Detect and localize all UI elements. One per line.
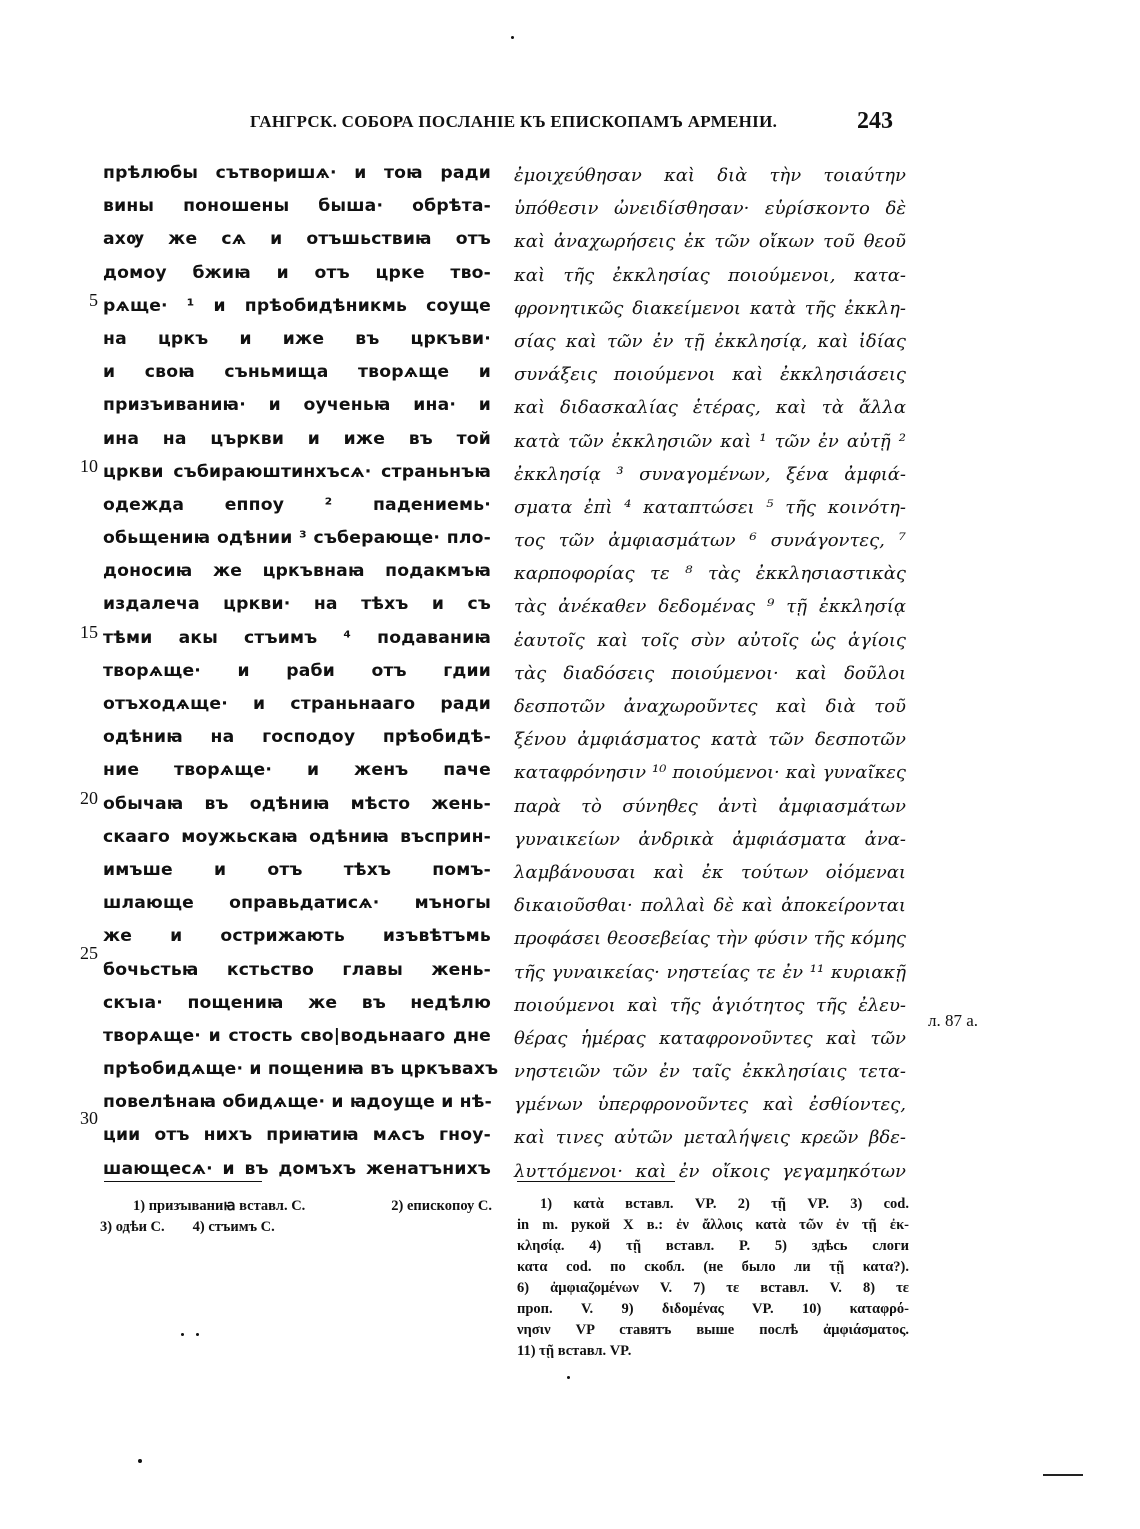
greek-line: φρονητικῶς διακείμενοι κατὰ τῆς ἐκκλη- (514, 297, 906, 319)
greek-line: καὶ ἀναχωρήσεις ἐκ τῶν οἴκων τοῦ θεοῦ (514, 231, 906, 253)
greek-line: προφάσει θεοσεβείας τὴν φύσιν τῆς κόμης (514, 928, 906, 950)
slavonic-line: ции отъ нихъ приꙗтиꙗ мѧсъ гноу- (103, 1125, 491, 1146)
greek-line: ἑαυτοῖς καὶ τοῖς σὺν αὐτοῖς ὡς ἁγίοις (514, 629, 906, 651)
slavonic-line: повелѣнаꙗ обидѧще· и ꙗдоуще и нѣ- (103, 1092, 492, 1113)
greek-column (514, 159, 906, 1188)
greek-line: σίας καὶ τῶν ἐν τῇ ἐκκλησίᾳ, καὶ ἰδίας (514, 330, 906, 352)
footnote: 3) одѣи С. (100, 1219, 165, 1235)
footnote: 2) епископоу С. (391, 1198, 492, 1214)
slavonic-line: цркви събираюштинхъсѧ· страньнъꙗ одежда еппоу ² падениемь· (103, 461, 491, 515)
greek-line: ξένου ἀμφιάσματος κατὰ τῶν δεσποτῶν (514, 729, 906, 751)
footnote-line: νησιν VP ставятъ выше послѣ ἀμφιάσματος. (517, 1322, 909, 1338)
scan-speck (181, 1333, 184, 1336)
greek-line: σματα ἐπὶ ⁴ καταπτώσει ⁵ τῆς κοινότη- (514, 496, 906, 518)
slavonic-line: доносиꙗ же цркъвнаꙗ подакмъꙗ (103, 561, 491, 582)
footnotes-slavonic (100, 1196, 492, 1238)
scan-speck (138, 1459, 142, 1463)
greek-line: ὑπόθεσιν ὠνειδίσθησαν· εὑρίσκοντο δὲ (514, 198, 906, 220)
slavonic-line: шающесѧ· и въ домъхъ женатънихъ (103, 1158, 491, 1179)
greek-line: τὰς ἀνέκαθεν δεδομένας ⁹ τῇ ἐκκλησίᾳ (514, 596, 906, 618)
slavonic-line: скааго моужьскаꙗ одѣниꙗ въсприн- (103, 826, 491, 847)
line-number: 5 (89, 290, 98, 310)
scan-speck (511, 36, 514, 39)
slavonic-line: творѧще· и раби отъ гдии (103, 660, 491, 681)
greek-line: λυττόμενοι· καὶ ἐν οἴκοις γεγαμηκότων (514, 1160, 906, 1182)
greek-line: δικαιοῦσθαι· πολλαὶ δὲ καὶ ἀποκείρονται (514, 895, 906, 917)
slavonic-line: шлающе оправьдатисѧ· мъногы (103, 893, 491, 914)
slavonic-line: рѧще· ¹ и прѣобидѣникмь соуще (103, 295, 491, 316)
greek-line: γμένων ὑπερφρονοῦντες καὶ ἐσθίοντες, (514, 1094, 906, 1116)
greek-line: γυναικείων ἀνδρικὰ ἀμφιάσματα ἀνα- (514, 828, 906, 850)
greek-line: τῆς γυναικείας· νηστείας τε ἐν ¹¹ κυριακῇ (514, 961, 906, 983)
line-number: 20 (80, 788, 98, 808)
footnote-line: κλησίᾳ. 4) τῇ вставл. P. 5) здѣсь слоги (517, 1238, 909, 1254)
footnote-line: 6) ἀμφιαζομένων V. 7) τε вставл. V. 8) τε (517, 1280, 909, 1296)
slavonic-line: творѧще· и стость сво|водьнааго дне (103, 1025, 491, 1046)
slavonic-line: ахѹ же сѧ и отъшьствиꙗ отъ (103, 229, 491, 250)
greek-line: ἐμοιχεύθησαν καὶ διὰ τὴν τοιαύτην (514, 165, 906, 186)
slavonic-line: обьщениꙗ одѣнии ³ съберающе· пло- (103, 528, 491, 549)
greek-line: καὶ τῆς ἐκκλησίας ποιούμενοι, κατα- (514, 264, 906, 286)
scan-speck (567, 1376, 570, 1379)
slavonic-line: призъиваниꙗ· и оученьꙗ ина· и (103, 395, 491, 416)
footnote-line: 1) κατὰ вставл. VP. 2) τῇ VP. 3) cod. (540, 1196, 909, 1212)
line-number: 25 (80, 943, 98, 963)
slavonic-line: вины поношены быша· обрѣта- (103, 196, 491, 217)
running-header: ГАНГРСК. СОБОРА ПОСЛАНІЕ КЪ ЕПИСКОПАМЪ АРМЕНІИ. (250, 112, 778, 131)
footnote: 1) призъıваниꙗ вставл. С. (133, 1198, 306, 1214)
line-number: 10 (80, 456, 98, 476)
greek-line: ἐκκλησίᾳ ³ συναγομένων, ξένα ἀμφιά- (514, 463, 906, 485)
footnote-line: проп. V. 9) διδομένας VP. 10) καταφρό- (517, 1301, 909, 1317)
slavonic-line: ние творѧще· и женъ паче (103, 760, 491, 781)
slavonic-line: бочьстьꙗ кстьство главы жень- (103, 959, 491, 980)
footnote: 4) стъимъ С. (192, 1219, 275, 1235)
greek-line: κατὰ τῶν ἐκκλησιῶν καὶ ¹ τῶν ἐν αὐτῇ ² (514, 430, 906, 452)
slavonic-line: имъше и отъ тѣхъ помъ- (103, 859, 491, 880)
page-number: 243 (857, 108, 893, 134)
slavonic-line: обычаꙗ въ одѣниꙗ мѣсто жень- (103, 793, 491, 814)
slavonic-line: же и острижають изъвѣтъмь (103, 926, 491, 947)
greek-line: τος τῶν ἀμφιασμάτων ⁶ συνάγοντες, ⁷ (514, 530, 906, 552)
slavonic-column (103, 157, 499, 1186)
footnote-rule-right (517, 1181, 675, 1182)
greek-line: καρποφορίας τε ⁸ τὰς ἐκκλησιαστικὰς (514, 563, 906, 585)
greek-line: τὰς διαδόσεις ποιούμενοι· καὶ δοῦλοι (514, 662, 906, 684)
greek-line: λαμβάνουσαι καὶ ἐκ τούτων οἰόμεναι (514, 861, 906, 883)
greek-line: δεσποτῶν ἀναχωροῦντες καὶ διὰ τοῦ (514, 696, 906, 717)
footnotes-greek (517, 1194, 909, 1362)
scan-mark (1043, 1474, 1083, 1476)
footnote-line: κατα cod. по скобл. (не было ли τῇ κατα?). (517, 1259, 909, 1275)
line-number: 30 (80, 1108, 98, 1128)
slavonic-line: домоу бжиꙗ и отъ црке тво- (103, 262, 491, 283)
greek-line: καὶ τινες αὐτῶν μεταλήψεις κρεῶν βδε- (514, 1127, 906, 1149)
slavonic-line: одѣниꙗ на господоу прѣобидѣ- (103, 727, 491, 748)
greek-line: ποιούμενοι καὶ τῆς ἁγιότητος τῆς ἐλευ- (514, 994, 906, 1016)
slavonic-line: издалеча цркви· на тѣхъ и съ (103, 594, 491, 615)
slavonic-line: прѣобидѧще· и пощениꙗ въ цркъвахъ (103, 1059, 499, 1080)
greek-line: παρὰ τὸ σύνηθες ἀντὶ ἀμφιασμάτων (514, 795, 906, 817)
greek-line: καταφρόνησιν ¹⁰ ποιούμενοι· καὶ γυναῖκες (514, 762, 906, 784)
greek-line: θέρας ἡμέρας καταφρονοῦντες καὶ τῶν (514, 1027, 906, 1049)
slavonic-line: ина на църкви и иже въ той (103, 428, 491, 449)
margin-folio-note: л. 87 а. (928, 1011, 979, 1030)
slavonic-line: на цркъ и иже въ цркъви· (103, 328, 491, 349)
line-number: 15 (80, 622, 98, 642)
slavonic-line: скъıа· пощениꙗ же въ недѣлю (103, 992, 491, 1013)
greek-line: νηστειῶν τῶν ἐν ταῖς ἐκκλησίαις τετα- (514, 1061, 906, 1083)
footnote-line: in m. рукой X в.: ἐν ἄλλοις κατὰ τῶν ἐν τῇ ἐκ- (517, 1217, 909, 1233)
slavonic-line: прѣлюбы сътворишѧ· и тоꙗ ради (103, 163, 491, 183)
greek-line: καὶ διδασκαλίας ἑτέρας, καὶ τὰ ἄλλα (514, 397, 906, 419)
footnote-line: 11) τῇ вставл. VP. (517, 1343, 632, 1359)
greek-line: συνάξεις ποιούμενοι καὶ ἐκκλησιάσεις (514, 364, 906, 386)
slavonic-line: тѣми акы стъимъ ⁴ подаваниꙗ (103, 627, 491, 648)
slavonic-line: отъходѧще· и страньнааго ради (103, 694, 491, 715)
footnote-rule-left (104, 1181, 262, 1182)
scan-speck (196, 1333, 199, 1336)
slavonic-line: и своꙗ съньмища творѧще и (103, 362, 491, 383)
